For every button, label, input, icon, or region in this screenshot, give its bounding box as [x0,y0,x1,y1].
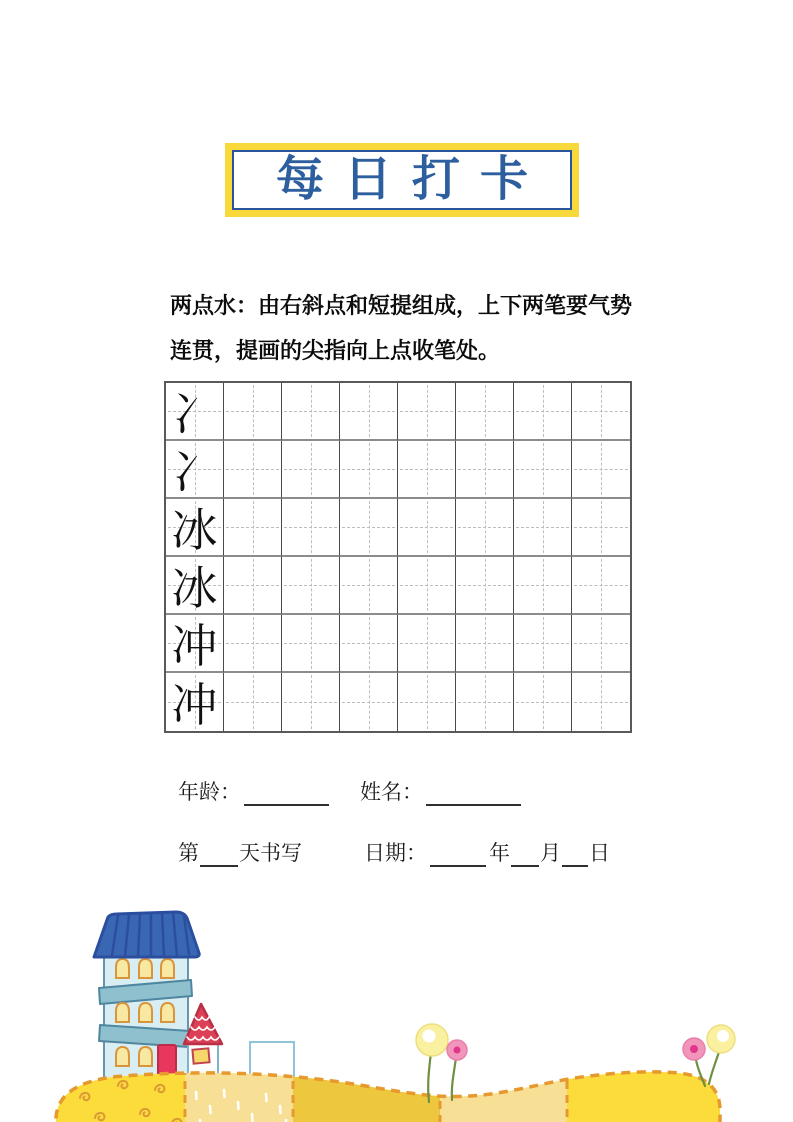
window-icon [161,1003,174,1022]
practice-cell [456,499,514,557]
window-icon [116,959,129,978]
practice-cell [282,673,340,731]
practice-cell [282,557,340,615]
name-label: 姓名： [360,780,423,804]
age-name-row [178,779,524,806]
day-count-blank [200,844,238,867]
practice-cell [456,673,514,731]
practice-cell [340,441,398,499]
practice-cell [572,673,630,731]
practice-cell [572,383,630,441]
practice-cell [398,557,456,615]
title-banner [225,143,579,217]
practice-cell [340,557,398,615]
practice-cell [572,557,630,615]
day-label: 日 [589,841,610,865]
practice-cell [282,383,340,441]
practice-cell [224,615,282,673]
flower-icon [416,1024,467,1102]
practice-cell [398,673,456,731]
name-blank [426,783,521,806]
year-blank [430,844,486,867]
practice-cell [340,499,398,557]
practice-cell [398,615,456,673]
practice-cell [514,499,572,557]
title-banner-inner-frame [232,150,572,210]
practice-cell [282,441,340,499]
practice-cell [340,615,398,673]
window-icon [116,1003,129,1022]
model-character-cell [166,557,224,615]
practice-cell [224,557,282,615]
practice-cell [224,383,282,441]
model-character: 冰 [171,505,218,556]
practice-cell [514,615,572,673]
footer-illustration [0,892,793,1122]
model-character-cell [166,499,224,557]
model-character: 冲 [171,680,218,731]
day-prefix-label: 第 [178,841,199,865]
model-character-cell [166,615,224,673]
practice-cell [224,441,282,499]
practice-cell [224,673,282,731]
practice-cell [514,557,572,615]
practice-cell [456,615,514,673]
practice-cell [398,441,456,499]
age-label: 年龄： [178,780,241,804]
practice-cell [456,383,514,441]
window-icon [139,1047,152,1066]
date-label: 日期： [364,841,427,865]
practice-cell [340,673,398,731]
instruction-line-2: 连贯，提画的尖指向上点收笔处。 [170,338,501,363]
practice-cell [282,499,340,557]
practice-cell [224,499,282,557]
window-icon [161,959,174,978]
model-character-cell [166,383,224,441]
practice-cell [514,383,572,441]
practice-grid [164,381,632,733]
model-character: 冫 [171,447,218,498]
practice-cell [456,557,514,615]
practice-cell [398,499,456,557]
window-icon [139,959,152,978]
practice-cell [514,441,572,499]
month-blank [511,844,539,867]
practice-cell [572,615,630,673]
page-title: 每日打卡 [275,153,548,206]
model-character-cell [166,441,224,499]
practice-cell [572,441,630,499]
day-date-row [178,840,610,867]
model-character: 冲 [171,621,218,672]
model-character: 冫 [171,389,218,440]
practice-cell [398,383,456,441]
window-icon [116,1047,129,1066]
window-icon [139,1003,152,1022]
model-character-cell [166,673,224,731]
practice-cell [282,615,340,673]
practice-cell [340,383,398,441]
model-character: 冰 [171,563,218,614]
stroke-instruction-text [170,283,655,373]
instruction-line-1: 两点水：由右斜点和短提组成，上下两笔要气势 [170,293,633,318]
practice-cell [572,499,630,557]
practice-cell [514,673,572,731]
hill-gold-segment [293,1062,440,1122]
month-label: 月 [540,841,561,865]
day-suffix-label: 天书写 [239,841,302,865]
year-label: 年 [489,841,510,865]
age-blank [244,783,329,806]
small-house-window [192,1048,209,1063]
practice-cell [456,441,514,499]
day-blank [562,844,588,867]
